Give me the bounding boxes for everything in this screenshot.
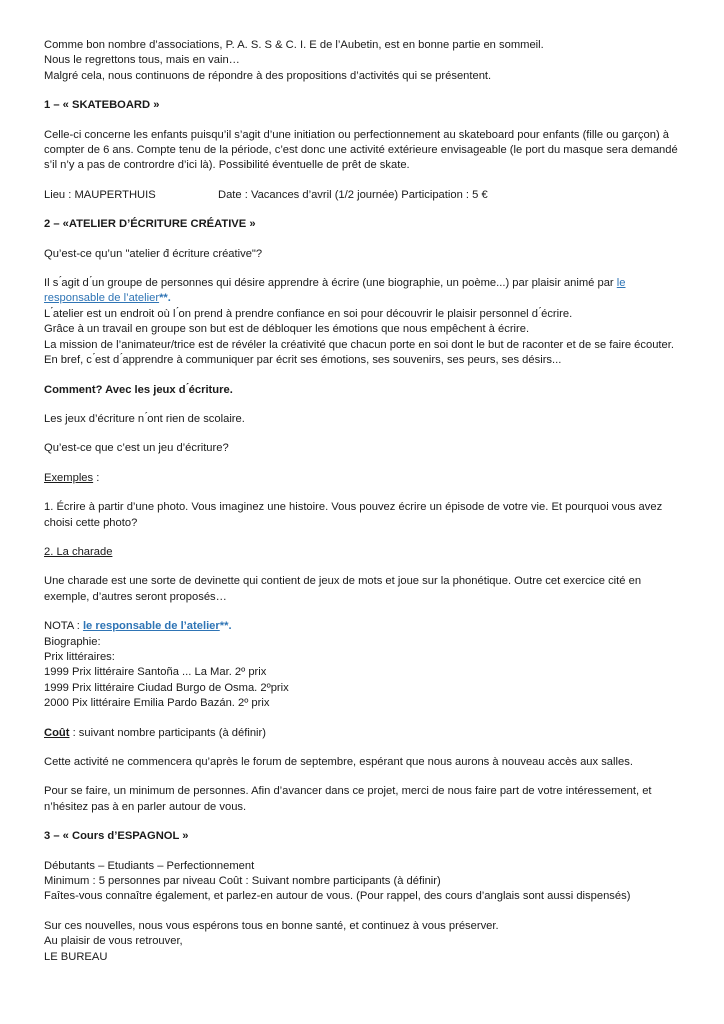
- atelier-intro-text: Il s ́agit d ́un groupe de personnes qui désire apprendre à écrire (une biographie, un poème...) par plaisir animé par: [44, 277, 617, 290]
- espagnol-line: Débutants – Etudiants – Perfectionnement: [44, 859, 255, 872]
- nota-responsable-link[interactable]: le responsable de l’atelier: [82, 620, 220, 633]
- cout-label: Coût: [44, 726, 70, 739]
- atelier-line: L ́atelier est un endroit où l ́on prend à prendre confiance en soi pour découvrir le plaisir personnel d ́écrire.: [44, 307, 573, 320]
- cout-line: [44, 726, 680, 741]
- skateboard-details: [44, 188, 680, 203]
- nota-line: [44, 619, 680, 634]
- intro-line: Comme bon nombre d’associations, P. A. S. S & C. I. E de l’Aubetin, est en bonne partie en sommeil.: [44, 39, 544, 51]
- exemples-heading: [44, 471, 680, 486]
- example-1: 1. Écrire à partir d’une photo. Vous imaginez une histoire. Vous pouvez écrire un épisode de votre vie. Et pourquoi vous avez choisi cette photo?: [44, 501, 663, 529]
- skateboard-date: Date : Vacances d’avril (1/2 journée) Participation : 5 €: [218, 188, 488, 201]
- closing-line: Au plaisir de vous retrouver,: [44, 935, 183, 948]
- skateboard-location: Lieu : MAUPERTHUIS: [44, 188, 156, 201]
- forum-text: Cette activité ne commencera qu’après le forum de septembre, espérant que nous aurons à nouveau accès aux salles.: [44, 756, 633, 768]
- charade-text: Une charade est une sorte de devinette qui contient de jeux de mots et joue sur la phonétique. Outre cet exercice cité en exemple, d’autres seront proposés…: [44, 575, 642, 603]
- example-2-heading: 2. La charade: [44, 545, 113, 558]
- nota-label: NOTA :: [44, 620, 83, 633]
- section-heading-espagnol: 3 – « Cours d’ESPAGNOL »: [44, 830, 189, 843]
- intro-line: Nous le regrettons tous, mais en vain…: [44, 54, 240, 67]
- responsable-stars: **.: [159, 292, 171, 305]
- espagnol-line: Minimum : 5 personnes par niveau Coût : Suivant nombre participants (à définir): [44, 875, 441, 888]
- exemples-colon: :: [93, 471, 100, 484]
- responsable-link[interactable]: le responsable de l’atelier: [44, 277, 626, 305]
- prix-item: 1999 Prix littéraire Ciudad Burgo de Osma. 2ºprix: [44, 681, 289, 694]
- minimum-text: Pour se faire, un minimum de personnes. Afin d’avancer dans ce projet, merci de nous faire part de votre intéressement, et n’hésitez pas à en parler autour de vous.: [44, 785, 652, 813]
- atelier-question: Qu’est-ce qu’un "atelier d́ écriture créative"?: [44, 247, 263, 260]
- prix-item: 1999 Prix littéraire Santoña ... La Mar. 2º prix: [44, 666, 267, 679]
- jeux-text: Les jeux d’écriture n ́ont rien de scolaire.: [44, 412, 245, 425]
- atelier-line: Grâce à un travail en groupe son but est de débloquer les émotions que nous empêchent à écrire.: [44, 323, 530, 336]
- intro-line: Malgré cela, nous continuons de répondre à des propositions d’activités qui se présentent.: [44, 69, 492, 82]
- bio-label: Biographie:: [44, 635, 101, 648]
- atelier-line: En bref, c ́est d ́apprendre à communiquer par écrit ses émotions, ses souvenirs, ses peurs, ses désirs...: [44, 354, 562, 367]
- exemples-label: Exemples: [44, 471, 94, 484]
- intro-block: [44, 38, 680, 84]
- atelier-paragraph: [44, 276, 680, 307]
- prix-item: 2000 Pix littéraire Emilia Pardo Bazán. 2º prix: [44, 697, 270, 710]
- espagnol-line: Faîtes-vous connaître également, et parlez-en autour de vous. (Pour rappel, des cours d’anglais sont aussi dispensés): [44, 890, 631, 903]
- nota-stars: **.: [219, 620, 232, 633]
- closing-line: Sur ces nouvelles, nous vous espérons tous en bonne santé, et continuez à vous préserver.: [44, 919, 499, 932]
- prix-label: Prix littéraires:: [44, 650, 115, 663]
- jeu-question: Qu’est-ce que c’est un jeu d’écriture?: [44, 442, 229, 455]
- section-heading-atelier: 2 – «ATELIER D’ÉCRITURE CRÉATIVE »: [44, 218, 256, 231]
- comment-heading: Comment? Avec les jeux d ́écriture.: [44, 383, 233, 396]
- cout-text: : suivant nombre participants (à définir): [69, 726, 266, 739]
- signature: LE BUREAU: [44, 950, 108, 963]
- section-heading-skateboard: 1 – « SKATEBOARD »: [44, 99, 160, 112]
- skateboard-description: Celle-ci concerne les enfants puisqu’il s’agit d’une initiation ou perfectionnement au skateboard pour enfants (fille ou garçon) à compter de 6 ans. Compte tenu de la période, c’est donc une activité extérieure envisageable (le port du masque sera demandé s’il n’y a pas de contrordre d’ici là). Possibilité éventuelle de prêt de skate.: [44, 128, 678, 172]
- atelier-line: La mission de l’animateur/trice est de révéler la créativité que chacun porte en soi dont le but de raconter et de se faire écouter.: [44, 338, 674, 351]
